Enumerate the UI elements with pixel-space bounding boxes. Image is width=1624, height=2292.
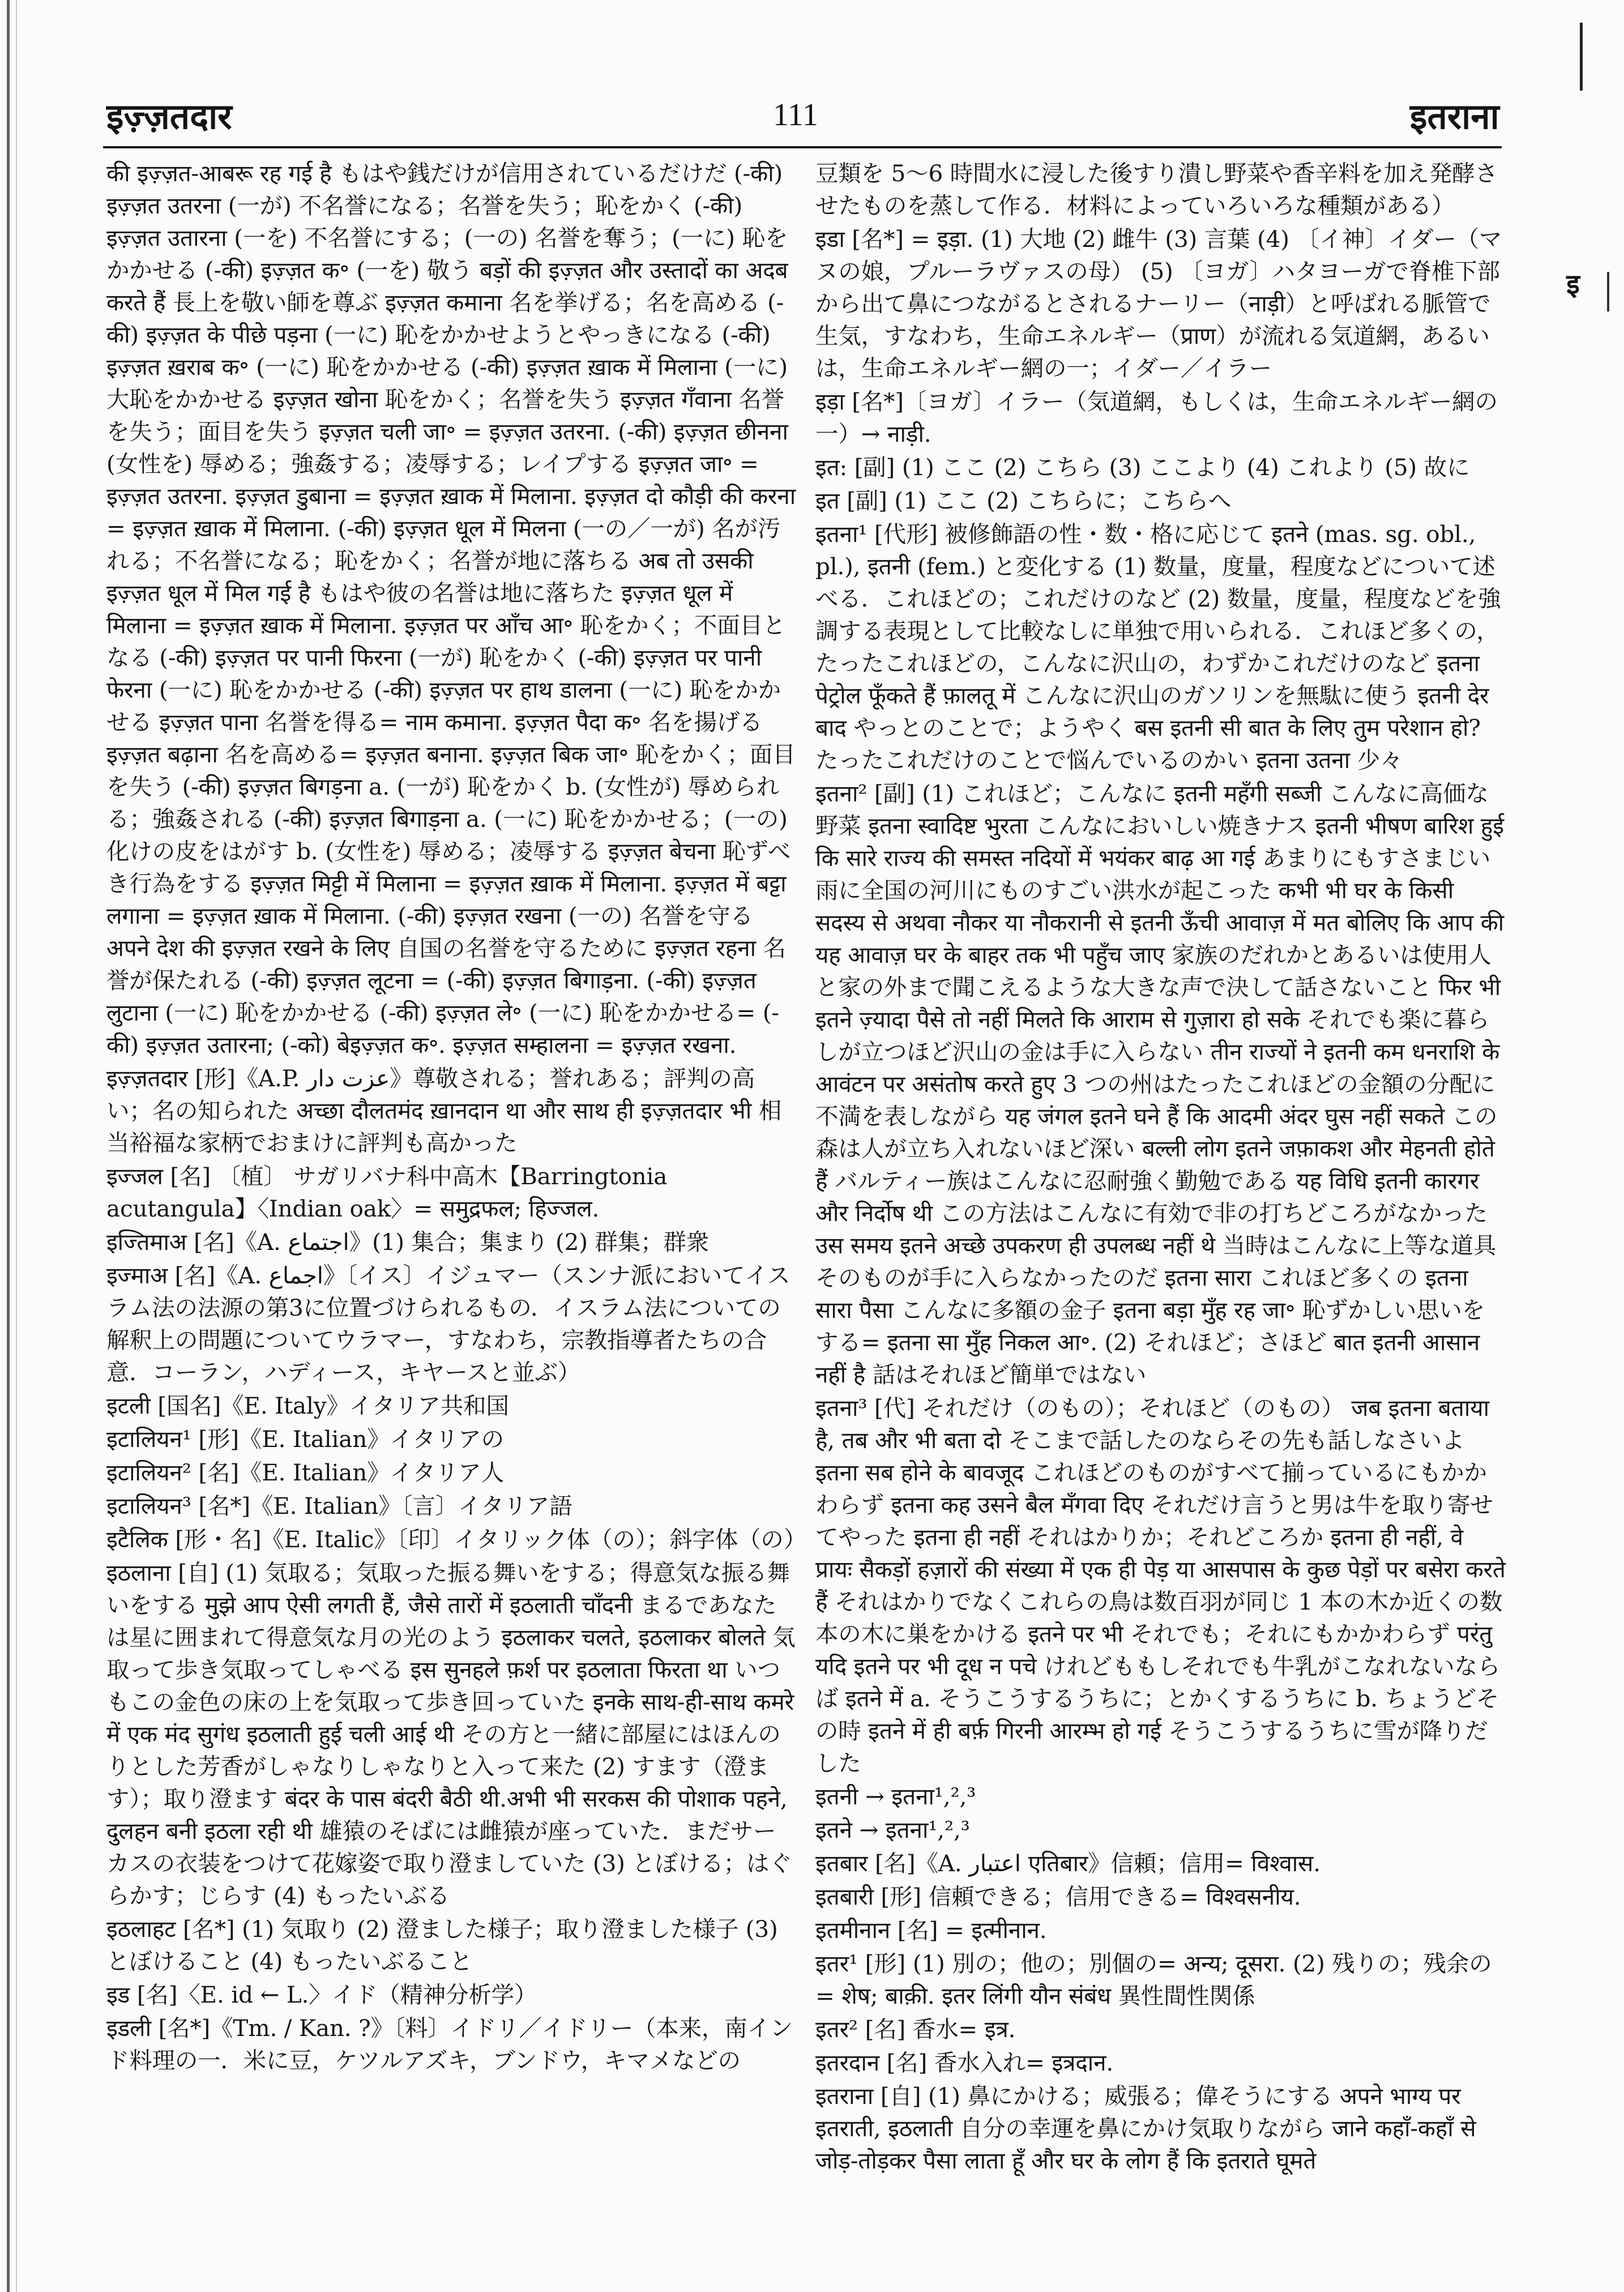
dictionary-entry: इतर¹ [形] (1) 別の；他の；別個の= अन्य; दूसरा. (2) 残りの；残余の= शेष; बाक़ी. इतर लिंगी यौन संबंध 異性間性関係 <box>815 1950 1492 2009</box>
dictionary-entry: इतने → इतना¹,²,³ <box>815 1816 970 1843</box>
page-edge-mark <box>1580 23 1583 91</box>
dictionary-entry: इटालियन³ [名*]《E. Italian》〔言〕イタリア語 <box>106 1492 572 1520</box>
dictionary-entry: इड़ा [名*]〔ヨガ〕イラー（気道網，もしくは，生命エネルギー網の一）→ नाड़ी. <box>815 388 1498 447</box>
thumb-index-label: इ <box>1566 268 1580 300</box>
thumb-tab-edge <box>1607 272 1609 311</box>
dictionary-entry: इठलाहट [名*] (1) 気取り (2) 澄ました様子；取り澄ました様子 (3) とぼけること (4) もったいぶること <box>106 1915 778 1975</box>
dictionary-entry: इतर² [名] 香水= इत्र. <box>815 2016 1016 2043</box>
dictionary-entry: इज्जल [名] 〔植〕 サガリバナ科中高木【Barringtonia acutangula】〈Indian oak〉= समुद्रफल; हिज्जल. <box>106 1163 668 1222</box>
header-rule <box>103 146 1502 148</box>
dictionary-entry: इटैलिक [形・名]《E. Italic》〔印〕イタリック体（の）；斜字体（の） <box>106 1526 807 1553</box>
dictionary-entry: इटालियन² [名]《E. Italian》イタリア人 <box>106 1459 504 1486</box>
dictionary-entry: इत: [副] (1) ここ (2) こちら (3) ここより (4) これより (5) 故に <box>815 454 1470 481</box>
dictionary-entry: इतबार [名]《A. اعتبار एतिबार》信頼；信用= विश्वास. <box>815 1850 1320 1877</box>
dictionary-entry: इतना³ [代] それだけ（のもの）；それほど（のもの） जब इतना बताया है, तब और भी बता दो そこまで話したのならその先も話しなさいよ इतना सब होने के बावजूद これほどのものがすべて揃っているにもかかわらず इतना कह उसने बैल मँगवा दिए それだけ言うと男は牛を取り寄せてやった इतना ही नहीं それはかりか；それどころか इतना ही नहीं, वे प्रायः सैकड़ों हज़ारों की संख्या में एक ही पेड़ या आसपास के कुछ पेड़ों पर बसेरा करते हैं それはかりでなくこれらの鳥は数百羽が同じ 1 本の木か近くの数本の木に巣をかける इतने पर भी それでも；それにもかかわらず परंतु यदि इतने पर भी दूध न पचे けれどももしそれでも牛乳がこなれないならば इतने में a. そうこうするうちに；とかくするうちに b. ちょうどその時 इतने में ही बर्फ़ गिरनी आरम्भ हो गई そうこうするうちに雪が降りだした <box>815 1394 1506 1777</box>
dictionary-entry: इतमीनान [名] = इत्मीनान. <box>815 1917 1047 1944</box>
dictionary-entry: इज्माअ [名]《A. اجماع》〔イス〕イジュマー（スンナ派においてイスラム法の法源の第3に位置づけられるもの．イスラム法についての解釈上の問題についてウラマー，すなわち，宗教指導者たちの合意．コーラン，ハディース，キヤースと並ぶ） <box>106 1262 790 1386</box>
dictionary-entry: की इज़्ज़त-आबरू रह गई है もはや銭だけが信用されているだけだ (-की) इज़्ज़त उतरना (一が) 不名誉になる；名誉を失う；恥をかく (-की) इज़्ज़त उतारना (一を) 不名誉にする；(一の) 名誉を奪う；(一に) 恥をかかせる (-की) इज़्ज़त क॰ (一を) 敬う बड़ों की इज़्ज़त और उस्तादों का अदब करते हैं 長上を敬い師を尊ぶ इज़्ज़त कमाना 名を挙げる；名を高める (-की) इज़्ज़त के पीछे पड़ना (一に) 恥をかかせようとやっきになる (-की) इज़्ज़त ख़राब क॰ (一に) 恥をかかせる (-की) इज़्ज़त ख़ाक में मिलाना (一に) 大恥をかかせる इज़्ज़त खोना 恥をかく；名誉を失う इज़्ज़त गँवाना 名誉を失う；面目を失う इज़्ज़त चली जा॰ = इज़्ज़त उतरना. (-की) इज़्ज़त छीनना (女性を) 辱める；強姦する；凌辱する；レイプする इज़्ज़त जा॰ = इज़्ज़त उतरना. इज़्ज़त डुबाना = इज़्ज़त ख़ाक में मिलाना. इज़्ज़त दो कौड़ी की करना = इज़्ज़त ख़ाक में मिलाना. (-की) इज़्ज़त धूल में मिलना (一の／一が) 名が汚れる；不名誉になる；恥をかく；名誉が地に落ちる अब तो उसकी इज़्ज़त धूल में मिल गई है もはや彼の名誉は地に落ちた इज़्ज़त धूल में मिलाना = इज़्ज़त ख़ाक में मिलाना. इज़्ज़त पर आँच आ॰ 恥をかく；不面目となる (-की) इज़्ज़त पर पानी फिरना (一が) 恥をかく (-की) इज़्ज़त पर पानी फेरना (一に) 恥をかかせる (-की) इज़्ज़त पर हाथ डालना (一に) 恥をかかせる इज़्ज़त पाना 名誉を得る= नाम कमाना. इज़्ज़त पैदा क॰ 名を揚げる इज़्ज़त बढ़ाना 名を高める= इज़्ज़त बनाना. इज़्ज़त बिक जा॰ 恥をかく；面目を失う (-की) इज़्ज़त बिगड़ना a. (一が) 恥をかく b. (女性が) 辱められる；強姦される (-की) इज़्ज़त बिगाड़ना a. (一に) 恥をかかせる；(一の) 化けの皮をはがす b. (女性を) 辱める；凌辱する इज़्ज़त बेचना 恥ずべき行為をする इज़्ज़त मिट्टी में मिलाना = इज़्ज़त ख़ाक में मिलाना. इज़्ज़त में बट्टा लगाना = इज़्ज़त ख़ाक में मिलाना. (-की) इज़्ज़त रखना (一の) 名誉を守る अपने देश की इज़्ज़त रखने के लिए 自国の名誉を守るために इज़्ज़त रहना 名誉が保たれる (-की) इज़्ज़त लूटना = (-की) इज़्ज़त बिगाड़ना. (-की) इज़्ज़त लुटाना (一に) 恥をかかせる (-की) इज़्ज़त ले॰ (一に) 恥をかかせる= (-की) इज़्ज़त उतारना; (-को) बेइज़्ज़त क॰. इज़्ज़त सम्हालना = इज़्ज़त रखना. <box>106 160 796 1058</box>
page-number: 111 <box>773 97 818 133</box>
dictionary-entry: इतबारी [形] 信頼できる；信用できる= विश्वसनीय. <box>815 1883 1301 1910</box>
dictionary-entry: इतना¹ [代形] 被修飾語の性・数・格に応じて इतने (mas. sg. obl., pl.), इतनी (fem.) と変化する (1) 数量，度量，程度などについて述べる．これほどの；これだけのなど (2) 数量，度量，程度などを強調する表現として比較なしに単独で用いられる．これほど多くの，たったこれほどの，こんなに沢山の，わずかこれだけのなど इतना पेट्रोल फूँकते हैं फ़ालतू में こんなに沢山のガソリンを無駄に使う इतनी देर बाद やっとのことで；ようやく बस इतनी सी बात के लिए तुम परेशान हो? たったこれだけのことで悩んでいるのかい इतना उतना 少々 <box>815 520 1501 774</box>
left-column <box>106 157 807 2077</box>
dictionary-entry: इतना² [副] (1) これほど；こんなに इतनी महँगी सब्जी こんなに高価な野菜 इतना स्वादिष्ट भुरता こんなにおいしい焼きナス इतनी भीषण बारिश हुई कि सारे राज्य की समस्त नदियों में भयंकर बाढ़ आ गई あまりにもすさまじい雨に全国の河川にものすごい洪水が起こった कभी भी घर के किसी सदस्य से अथवा नौकर या नौकरानी से इतनी ऊँची आवाज़ में मत बोलिए कि आप की यह आवाज़ घर के बाहर तक भी पहुँच जाए 家族のだれかとあるいは使用人と家の外まで聞こえるような大きな声で決して話さないこと फिर भी इतने ज़्यादा पैसे तो नहीं मिलते कि आराम से गुज़ारा हो सके それでも楽に暮らしが立つほど沢山の金は手に入らない तीन राज्यों ने इतनी कम धनराशि के आवंटन पर असंतोष करते हुए 3 つの州はたったこれほどの金額の分配に不満を表しながら यह जंगल इतने घने हैं कि आदमी अंदर घुस नहीं सकते この森は人が立ち入れないほど深い बल्ली लोग इतने जफ़ाकश और मेहनती होते हैं バルティー族はこんなに忍耐強く勤勉である यह विधि इतनी कारगर और निर्दोष थी この方法はこんなに有効で非の打ちどころがなかった उस समय इतने अच्छे उपकरण ही उपलब्ध नहीं थे 当時はこんなに上等な道具そのものが手に入らなかったのだ इतना सारा これほど多くの इतना सारा पैसा こんなに多額の金子 इतना बड़ा मुँह रह जा॰ 恥ずかしい思いをする= इतना सा मुँह निकल आ॰. (2) それほど；さほど बात इतनी आसान नहीं है 話はそれほど簡単ではない <box>815 780 1504 1388</box>
dictionary-entry: इटली [国名]《E. Italy》イタリア共和国 <box>106 1392 509 1419</box>
dictionary-entry: इज़्ज़तदार [形]《A.P. عزت دار》尊敬される；誉れある；評判の高い；名の知られた अच्छा दौलतमंद ख़ानदान था और साथ ही इज़्ज़तदार भी 相当裕福な家柄でおまけに評判も高かった <box>106 1065 782 1156</box>
running-head-left: इज़्ज़तदार <box>106 96 232 137</box>
binding-shadow <box>7 0 10 2292</box>
binding-edge <box>16 0 17 2292</box>
dictionary-entry: इडली [名*]《Tm. / Kan. ?》〔料〕イドリ／イドリー（本来，南インド料理の一．米に豆，ケツルアズキ，ブンドウ，キマメなどの <box>106 2014 793 2074</box>
dictionary-entry: इड [名]〈E. id ← L.〉イド（精神分析学） <box>106 1981 537 2008</box>
dictionary-entry: इतराना [自] (1) 鼻にかける；威張る；偉そうにする अपने भाग्य पर इतराती, इठलाती 自分の幸運を鼻にかけ気取りながら जाने कहाँ-कहाँ से जोड़-तोड़कर पैसा लाता हूँ और घर के लोग हैं कि इतराते घूमते <box>815 2082 1476 2174</box>
dictionary-entry: इत [副] (1) ここ (2) こちらに；こちらへ <box>815 487 1232 514</box>
running-head-right: इतराना <box>1410 96 1499 137</box>
dictionary-entry: इज्तिमाअ [名]《A. اجتماع》(1) 集合；集まり (2) 群集；群衆 <box>106 1228 709 1256</box>
dictionary-entry: इडा [名*] = इड़ा. (1) 大地 (2) 雌牛 (3) 言葉 (4) 〔イ神〕イダー（マヌの娘，プルーラヴァスの母） (5) 〔ヨガ〕ハタヨーガで脊椎下部から出て鼻につながるとされるナーリー（नाड़ी）と呼ばれる脈管で生気，すなわち，生命エネルギー（प्राण）が流れる気道網，あるいは，生命エネルギー網の一；イダー／イラー <box>815 225 1502 382</box>
dictionary-entry: इतरदान [名] 香水入れ= इत्रदान. <box>815 2049 1114 2076</box>
dictionary-entry: 豆類を 5〜6 時間水に浸した後すり潰し野菜や香辛料を加え発酵させたものを蒸して作る．材料によっていろいろな種類がある） <box>815 160 1498 219</box>
dictionary-entry: इठलाना [自] (1) 気取る；気取った振る舞いをする；得意気な振る舞いをする मुझे आप ऐसी लगती हैं, जैसे तारों में इठलाती चाँदनी まるであなたは星に囲まれて得意気な月の光のよう इठलाकर चलते, इठलाकर बोलते 気取って歩き気取ってしゃべる इस सुनहले फ़र्श पर इठलाता फिरता था いつもこの金色の床の上を気取って歩き回っていた इनके साथ-ही-साथ कमरे में एक मंद सुगंध इठलाती हुई चली आई थी その方と一緒に部屋にはほんのりとした芳香がしゃなりしゃなりと入って来た (2) すます（澄ます）；取り澄ます बंदर के पास बंदरी बैठी थी.अभी भी सरकस की पोशाक पहने, दुलहन बनी इठला रही थी 雄猿のそばには雌猿が座っていた．まだサーカスの衣装をつけて花嫁姿で取り澄ましていた (3) とぼける；はぐらかす；じらす (4) もったいぶる <box>106 1559 796 1909</box>
right-column <box>815 157 1506 2177</box>
dictionary-entry: इटालियन¹ [形]《E. Italian》イタリアの <box>106 1425 504 1453</box>
dictionary-entry: इतनी → इतना¹,²,³ <box>815 1783 976 1810</box>
